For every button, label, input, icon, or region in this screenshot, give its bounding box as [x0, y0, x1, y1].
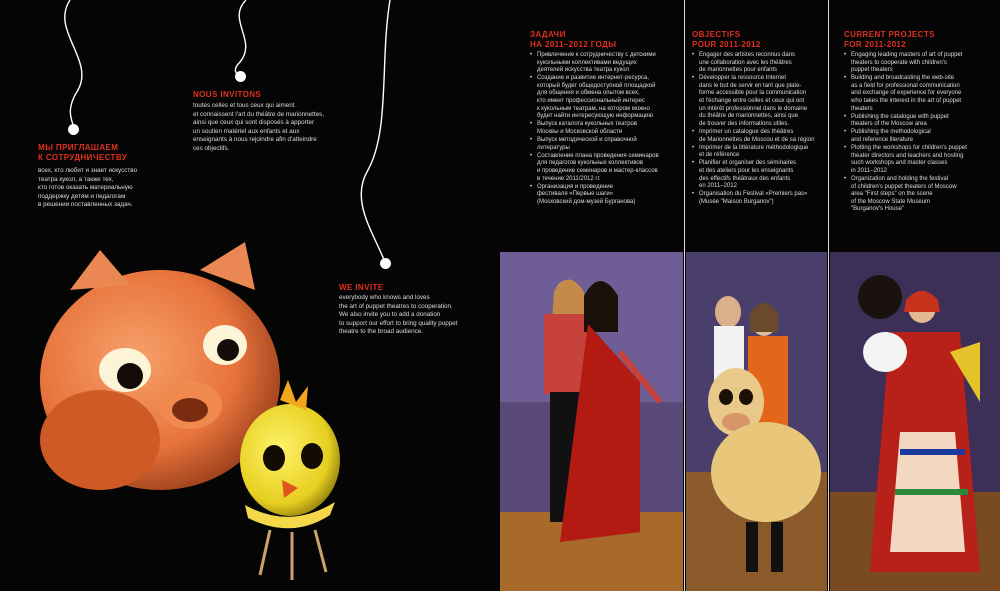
thread-dot-2	[235, 71, 246, 82]
fr-list-item: • Imprimer un catalogue des théâtres de Marionnettes de Moscou et de sa région	[692, 129, 824, 144]
en-list-item: • Publishing the methodological and reference literature	[844, 129, 994, 144]
ru-objectives-list	[530, 52, 680, 207]
ru-invite-body: всех, кто любит и знает искусство театра кукол, а также тех, кто готов оказать материальную поддержку детям и педагогам в решении поставленных задач.	[38, 167, 138, 209]
fr-list-item: • Planifier et organiser des séminaires et des ateliers pour les enseignants des effectifs théâtraux des enfants en 2011–2012	[692, 160, 824, 190]
en-invite-heading: WE INVITE	[339, 283, 384, 292]
ru-invite-heading: МЫ ПРИГЛАШАЕМ К СОТРУДНИЧЕСТВУ	[38, 143, 128, 162]
photo-dancing-girls	[500, 252, 683, 591]
fr-invite-heading: NOUS INVITONS	[193, 90, 262, 99]
photo-cow-puppet	[686, 252, 827, 591]
en-list-item: • Plotting the workshops for children's puppet theater directors and teachers and hosting such workshops and master classes in 2011–2012	[844, 145, 994, 175]
en-invite-body: everybody who knows and loves the art of puppet theatres to cooperation. We also invite you to add a donation to support our effort to bring quality puppet theatre to the broad audience.	[339, 294, 458, 336]
en-list-item: • Engaging leading masters of art of puppet theaters to cooperate with children's puppet theaters	[844, 52, 994, 75]
fr-objectives-heading: OBJECTIFS POUR 2011-2012	[692, 30, 761, 49]
en-projects-heading: CURRENT PROJECTS FOR 2011-2012	[844, 30, 935, 49]
ru-list-item: • Выпуск методической и справочной литературы	[530, 137, 680, 152]
ru-list-item: • Организация и проведение фестиваля «Первые шаги» (Московский дом-музей Бурганова)	[530, 184, 680, 207]
ru-list-item: • Составление плана проведения семинаров для педагогов кукольных коллективов и проведение семинаров и мастер-классов в течение 2011/2012 гг.	[530, 153, 680, 183]
en-list-item: • Organization and holding the festival of children's puppet theaters of Moscow area "First steps" on the scene of the Moscow State Museum "Burganov's House"	[844, 176, 994, 214]
ru-list-item: • Создание и развитие интернет-ресурса, который будет общедоступной площадкой для общения и обмена опытом всех, кто имеет профессиональный интерес к кукольным театрам, на котором можно будет найти интересующую информацию	[530, 75, 680, 121]
en-list-item: • Publishing the catalogue with puppet theaters of the Moscow area	[844, 114, 994, 129]
en-projects-list	[844, 52, 994, 214]
fr-list-item: • Organisation du Festival «Premiers pas» (Musée "Maison Burganov")	[692, 191, 824, 206]
ru-list-item: • Выпуск каталога кукольных театров Москвы и Московской области	[530, 121, 680, 136]
fr-invite-body: toutes celles et tous ceux qui aiment et connaissent l'art du théâtre de marionnettes, ainsi que ceux qui sont disposés à apporter un soutien matériel aux enfants et aux enseignants à nous rejoindre afin d'atteindre ces objectifs.	[193, 102, 325, 152]
thread-dot-3	[380, 258, 391, 269]
fr-list-item: • Développer la ressource Internet dans le but de servir en tant que plate- forme accessible pour la communication et l'échange entre celles et ceux qui ont un intérêt professionnel dans le domaine du théâtre de marionnettes, ainsi que de trouver des informations utiles.	[692, 75, 824, 128]
fr-list-item: • Imprimer de la littérature méthodologique et de référence	[692, 145, 824, 160]
photo-folk-costume-puppets	[830, 252, 1000, 591]
column-divider-1	[684, 0, 685, 591]
en-list-item: • Building and broadcasting the web-site as a field for professional communication and exchange of experience for everyone who takes the interest in the art of puppet theaters	[844, 75, 994, 113]
pig-and-chick-puppets-image	[30, 230, 360, 590]
ru-list-item: • Привлечение к сотрудничеству с детскими кукольными коллективами ведущих деятелей искусства театра кукол	[530, 52, 680, 75]
ru-objectives-heading: ЗАДАЧИ НА 2011–2012 ГОДЫ	[530, 30, 617, 49]
column-divider-2	[828, 0, 829, 591]
thread-dot-1	[68, 124, 79, 135]
fr-objectives-list	[692, 52, 824, 207]
fr-list-item: • Engager des artistes reconnus dans une collaboration avec les théâtres de marionnettes pour enfants	[692, 52, 824, 75]
